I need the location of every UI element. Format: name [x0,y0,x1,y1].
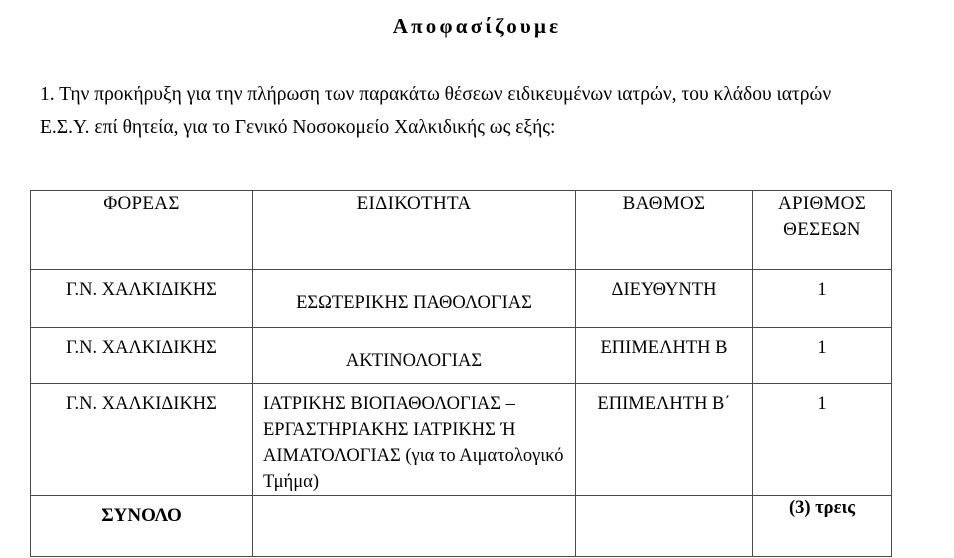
cell-grade-text: ΕΠΙΜΕΛΗΤΗ Β [600,338,728,358]
cell-specialty [253,384,576,496]
cell-total-grade [576,496,753,557]
cell-count-text: 1 [817,338,827,358]
table-header [31,191,892,270]
cell-grade [576,384,753,496]
column-header-carrier [31,191,253,270]
total-label-text: ΣΥΝΟΛΟ [101,505,182,526]
cell-specialty-text: ΑΚΤΙΝΟΛΟΓΙΑΣ [345,351,483,371]
table-row [31,328,892,384]
column-header-specialty [253,191,576,270]
cell-count [753,328,892,384]
cell-count-text: 1 [817,394,827,414]
intro-paragraph: 1. Την προκήρυξη για την πλήρωση των παρακάτω θέσεων ειδικευμένων ιατρών, του κλάδου ιατρών Ε.Σ.Υ. επί θητεία, για το Γενικό Νοσοκομείο Χαλκιδικής ως εξής: [40,84,832,138]
column-header-grade [576,191,753,270]
table-body [31,270,892,557]
cell-count [753,384,892,496]
column-header-grade-label: ΒΑΘΜΟΣ [622,193,706,214]
column-header-count-label-line2: ΘΕΣΕΩΝ [783,219,861,240]
cell-grade [576,270,753,328]
cell-total-label [31,496,253,557]
cell-total-specialty [253,496,576,557]
column-header-specialty-label: ΕΙΔΙΚΟΤΗΤΑ [356,193,472,214]
column-header-count [753,191,892,270]
cell-carrier [31,384,253,496]
page-title: Αποφασίζουμε [392,14,562,38]
cell-carrier-text: Γ.Ν. ΧΑΛΚΙΔΙΚΗΣ [66,280,217,300]
table-header-row [31,191,892,270]
cell-grade-text: ΔΙΕΥΘΥΝΤΗ [611,280,717,300]
positions-table [30,190,892,557]
cell-total-grade-text [576,496,752,556]
cell-carrier [31,270,253,328]
cell-total-count [753,496,892,557]
table-row [31,270,892,328]
cell-grade [576,328,753,384]
cell-total-specialty-text [253,496,575,556]
cell-specialty-text: ΕΣΩΤΕΡΙΚΗΣ ΠΑΘΟΛΟΓΙΑΣ [296,293,532,313]
cell-grade-text: ΕΠΙΜΕΛΗΤΗ Β΄ [597,394,731,414]
cell-count [753,270,892,328]
table-row [31,384,892,496]
cell-specialty-text: ΙΑΤΡΙΚΗΣ ΒΙΟΠΑΘΟΛΟΓΙΑΣ – ΕΡΓΑΣΤΗΡΙΑΚΗΣ ΙΑΤΡΙΚΗΣ Ή ΑΙΜΑΤΟΛΟΓΙΑΣ (για το Αιματολογικό Τμήμα) [263,394,564,492]
table-total-row [31,496,892,557]
cell-specialty [253,270,576,328]
cell-carrier-text: Γ.Ν. ΧΑΛΚΙΔΙΚΗΣ [66,338,217,358]
column-header-carrier-label: ΦΟΡΕΑΣ [103,193,180,214]
total-count-text: (3) τρεις [788,498,856,518]
cell-carrier-text: Γ.Ν. ΧΑΛΚΙΔΙΚΗΣ [66,394,217,414]
column-header-count-label-line1: ΑΡΙΘΜΟΣ [777,193,867,214]
cell-count-text: 1 [817,280,827,300]
cell-specialty [253,328,576,384]
cell-carrier [31,328,253,384]
